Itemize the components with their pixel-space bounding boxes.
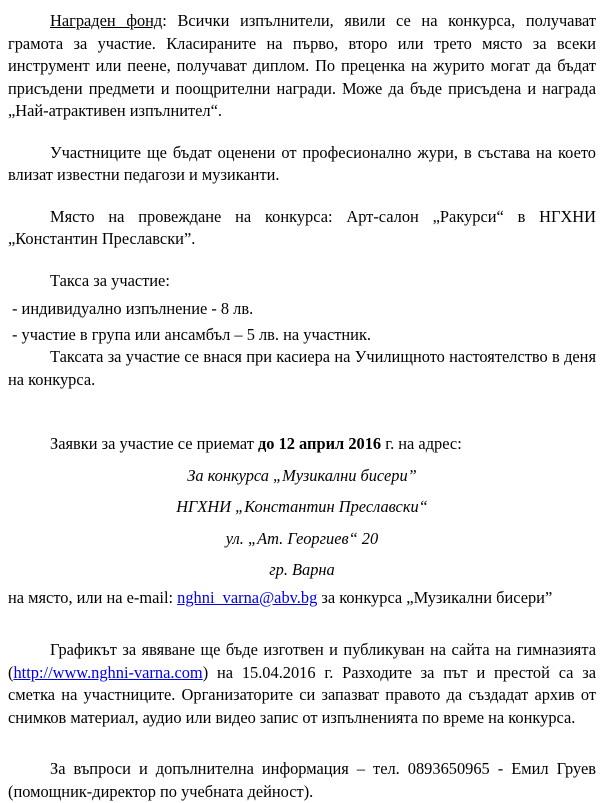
spacer [8,187,596,206]
spacer [8,391,596,433]
email-text-end: за конкурса „Музикални бисери” [317,587,553,607]
address-line-4: гр. Варна [269,560,335,579]
address-line-1: За конкурса „Музикални бисери” [187,465,417,485]
email-text: на място, или на e-mail: [8,587,178,607]
fee-title: Такса за участие: [50,270,170,290]
prize-fund-paragraph [8,10,596,123]
application-text: Заявки за участие се приемат [50,434,258,453]
application-text-end: г. на адрес: [381,434,462,453]
spacer [8,251,596,270]
spacer [8,550,596,559]
fee-item-group: - участие в група или ансамбъл – 5 лв. на участник. [12,324,372,344]
spacer [8,729,596,758]
application-line [8,433,596,456]
spacer [8,456,596,465]
document-body [8,10,596,803]
spacer [8,123,596,142]
schedule-paragraph [8,639,596,729]
jury-paragraph: Участниците ще бъдат оценени от професионално жури, в състава на което влизат известни педагози и музиканти. [8,142,596,184]
email-link[interactable]: nghni_varna@abv.bg [177,587,318,607]
website-link[interactable]: http://www.nghni-varna.com [13,662,203,682]
contact-paragraph: За въпроси и допълнителна информация – тел. 0893650965 - Емил Груев (помощник-директор по учебната дейност). [8,759,596,801]
prize-fund-heading: Награден фонд [50,11,163,30]
prize-fund-text: : Всички изпълнители, явили се на конкурса, получават грамота за участие. Класираните на първо, второ или трето място за всеки инструмент или пеене, получават диплом. По преценка на журито могат да бъдат присъдени предмети и поощрителни награди. Може да бъде присъдена и награда „Най-атрактивен изпълнител“. [8,11,596,120]
spacer [8,487,596,496]
fee-item-individual: - индивидуално изпълнение - 8 лв. [12,299,254,318]
schedule-text: Графикът за явяване ще бъде изготвен и публикуван на сайта на гимназията ( [8,640,596,682]
spacer [8,519,596,528]
venue-paragraph: Място на провеждане на конкурса: Арт-салон „Ракурси“ в НГХНИ „Константин Преславски”. [8,206,596,248]
address-line-3: ул. „Ат. Георгиев“ 20 [225,528,379,548]
application-deadline: до 12 април 2016 [257,434,382,453]
address-line-2: НГХНИ „Константин Преславски“ [176,497,428,516]
email-line [8,587,596,610]
spacer [8,609,596,639]
schedule-text-end: ) на 15.04.2016 г. Разходите за път и престой са за сметка на участниците. Организаторите си запазват правото да създадат архив от снимков материал, аудио или видео запис от изпълненията по време на конкурса. [8,662,596,727]
fee-note: Таксата за участие се внася при касиера на Училищното настоятелство в деня на конкурса. [8,347,596,389]
